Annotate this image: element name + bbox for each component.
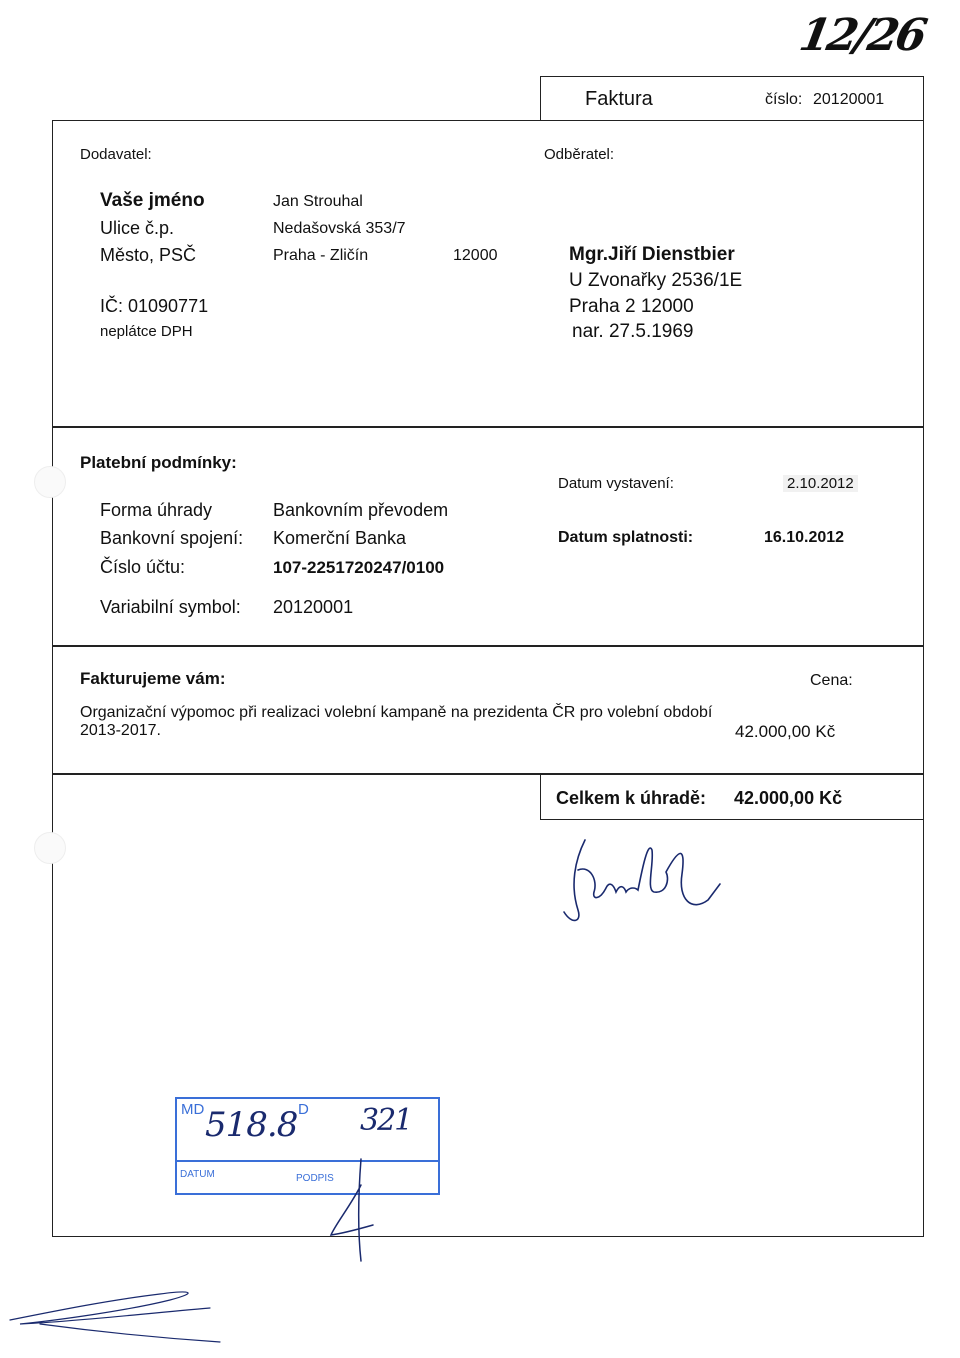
payment-bank-label: Bankovní spojení: bbox=[100, 528, 244, 548]
signature bbox=[550, 830, 750, 940]
payment-account-value: 107-2251720247/0100 bbox=[273, 558, 445, 577]
items-section-label: Fakturujeme vám: bbox=[80, 669, 226, 688]
stamp-sign-label: PODPIS bbox=[296, 1173, 334, 1184]
due-date-value: 16.10.2012 bbox=[764, 529, 845, 546]
item-description-line1: Organizační výpomoc při realizaci volební kampaně na prezidenta ČR pro volební období bbox=[80, 704, 713, 721]
supplier-ic: IČ: 01090771 bbox=[100, 296, 209, 316]
due-date-label: Datum splatnosti: bbox=[558, 529, 694, 546]
invoice-number-value: 20120001 bbox=[813, 91, 885, 108]
stamp-d-label: D bbox=[298, 1101, 309, 1118]
payment-section-label: Platební podmínky: bbox=[80, 453, 237, 472]
issue-date-value: 2.10.2012 bbox=[783, 475, 858, 492]
stamp-date-label: DATUM bbox=[180, 1169, 215, 1180]
customer-name: Mgr.Jiří Dienstbier bbox=[569, 244, 735, 265]
payment-method-label: Forma úhrady bbox=[100, 500, 213, 520]
customer-city: Praha 2 12000 bbox=[569, 296, 694, 317]
supplier-name-value: Jan Strouhal bbox=[273, 193, 363, 210]
supplier-street-value: Nedašovská 353/7 bbox=[273, 220, 406, 237]
issue-date-label: Datum vystavení: bbox=[558, 475, 674, 492]
item-description-line2: 2013-2017. bbox=[80, 722, 161, 739]
payment-vs-value: 20120001 bbox=[273, 597, 354, 617]
payment-method-value: Bankovním převodem bbox=[273, 500, 449, 520]
divider-payment bbox=[52, 426, 924, 428]
supplier-name-label: Vaše jméno bbox=[100, 190, 205, 211]
customer-street: U Zvonařky 2536/1E bbox=[569, 270, 743, 291]
payment-vs-label: Variabilní symbol: bbox=[100, 597, 241, 617]
stamp-md-value: 518.8 bbox=[205, 1105, 298, 1145]
supplier-city-label: Město, PSČ bbox=[100, 245, 197, 265]
customer-section-label: Odběratel: bbox=[544, 146, 615, 163]
punch-hole-top bbox=[34, 466, 66, 498]
total-label: Celkem k úhradě: bbox=[556, 788, 707, 808]
payment-account-label: Číslo účtu: bbox=[100, 557, 186, 577]
supplier-vat-note: neplátce DPH bbox=[100, 323, 193, 340]
supplier-zip-value: 12000 bbox=[453, 247, 498, 264]
invoice-number-label: číslo: bbox=[765, 91, 803, 108]
handwritten-invoice-number: 12/26 bbox=[795, 10, 929, 61]
margin-scribble bbox=[0, 1280, 240, 1350]
stamp-md-label: MD bbox=[181, 1101, 205, 1118]
payment-bank-value: Komerční Banka bbox=[273, 528, 407, 548]
item-price-value: 42.000,00 Kč bbox=[735, 722, 836, 741]
divider-items bbox=[52, 645, 924, 647]
punch-hole-bottom bbox=[34, 832, 66, 864]
supplier-street-label: Ulice č.p. bbox=[100, 218, 175, 238]
invoice-title: Faktura bbox=[585, 88, 653, 110]
supplier-section-label: Dodavatel: bbox=[80, 146, 152, 163]
total-value: 42.000,00 Kč bbox=[734, 788, 843, 808]
stamp-d-value: 321 bbox=[360, 1103, 412, 1138]
stamp-signature bbox=[325, 1155, 405, 1265]
customer-birth: nar. 27.5.1969 bbox=[572, 321, 694, 342]
items-price-label: Cena: bbox=[810, 672, 853, 689]
supplier-city-value: Praha - Zličín bbox=[273, 247, 369, 264]
